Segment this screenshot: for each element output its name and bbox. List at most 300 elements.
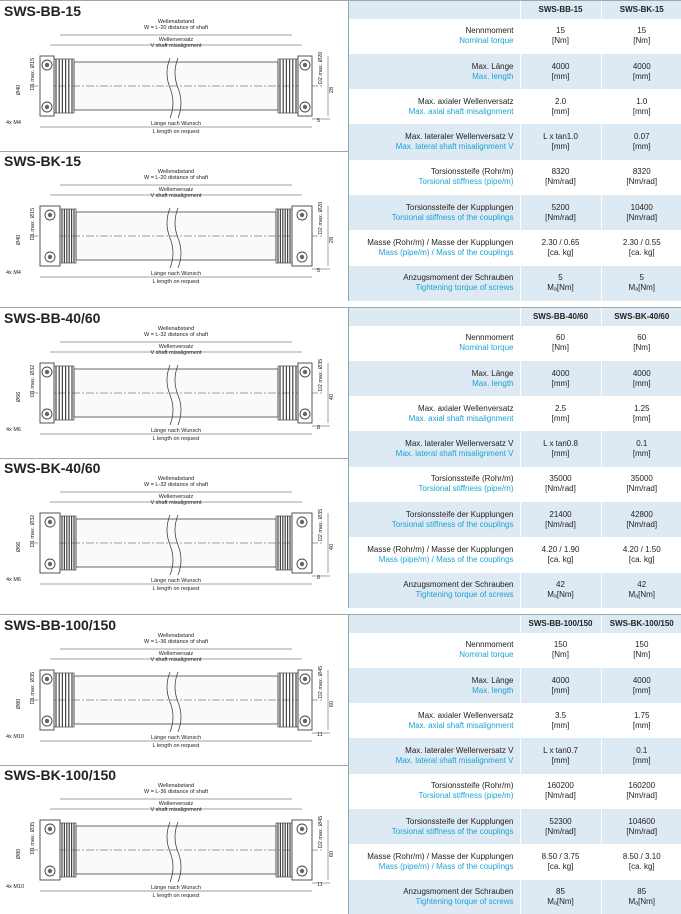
dim-label-misalignment-en: V shaft misalignment xyxy=(150,500,202,506)
dim-label-shaft-distance-en: W = L-20 distance of shaft xyxy=(143,25,209,31)
spec-row xyxy=(349,396,681,431)
dim-label-length-de: Länge nach Wunsch xyxy=(150,271,202,277)
spec-row xyxy=(349,19,681,54)
dim-label-screws: 4x M10 xyxy=(6,734,25,740)
screw-head-right-top xyxy=(303,370,307,374)
spec-value: 42800 xyxy=(630,509,653,519)
spec-label-de: Torsionssteife der Kupplungen xyxy=(405,816,514,826)
dim-label-misalignment-en: V shaft misalignment xyxy=(150,193,202,199)
dim-label-bore-d1: D1 max. Ø35 xyxy=(30,821,36,855)
spec-value: 5 xyxy=(558,273,563,283)
spec-label-en: Nominal torque xyxy=(459,343,514,353)
spec-table-panel xyxy=(348,308,681,608)
dim-label-shaft-distance-de: Wellenabstand xyxy=(157,169,195,175)
spec-value-cell xyxy=(520,774,601,809)
spec-value: 35000 xyxy=(549,474,572,484)
spec-unit: [mm] xyxy=(632,71,651,81)
spec-value: 150 xyxy=(635,640,649,650)
dim-label-bore-d2: D2 max. Ø45 xyxy=(318,665,324,699)
dim-label-misalignment-de: Wellenversatz xyxy=(158,651,194,657)
dim-label-shaft-distance-de: Wellenabstand xyxy=(157,783,195,789)
spec-label-en: Tightening torque of screws xyxy=(415,897,514,907)
screw-head-right-top xyxy=(303,677,307,681)
spec-label-en: Mass (pipe/m) / Mass of the couplings xyxy=(378,554,514,564)
dim-label-edge: 11 xyxy=(317,732,323,738)
spec-label-en: Mass (pipe/m) / Mass of the couplings xyxy=(378,861,514,871)
spec-value: 0.1 xyxy=(636,439,648,449)
dim-label-length-en: L length on request xyxy=(152,279,200,285)
spec-value: 104600 xyxy=(628,816,656,826)
spec-label xyxy=(349,573,520,608)
spec-unit: [mm] xyxy=(551,413,570,423)
spec-value-cell xyxy=(601,774,681,809)
spec-label-de: Max. Länge xyxy=(471,61,514,71)
spec-value-cell xyxy=(601,230,681,265)
spec-label xyxy=(349,537,520,572)
spec-value-cell xyxy=(601,396,681,431)
spec-label-de: Masse (Rohr/m) / Masse der Kupplungen xyxy=(367,237,514,247)
spec-value: 35000 xyxy=(630,474,653,484)
spec-label-en: Torsional stiffness (pipe/m) xyxy=(418,484,514,494)
drawings-column xyxy=(0,615,348,914)
dim-label-bore-d2: D2 max. Ø35 xyxy=(318,508,324,542)
spec-row xyxy=(349,266,681,301)
drawing-panel xyxy=(0,308,348,458)
dim-label-shaft-distance-de: Wellenabstand xyxy=(157,326,195,332)
spec-label-de: Torsionssteife (Rohr/m) xyxy=(430,781,514,791)
spec-row xyxy=(349,844,681,879)
dim-label-bore-d1: D1 max. Ø32 xyxy=(30,514,36,548)
spec-label xyxy=(349,880,520,914)
spec-value: 4000 xyxy=(632,61,651,71)
spec-unit: [Nm/rad] xyxy=(626,826,658,836)
spec-label-de: Nennmoment xyxy=(465,333,514,343)
screw-head-left-bottom xyxy=(48,562,52,566)
spec-label xyxy=(349,774,520,809)
spec-label-de: Max. lateraler Wellenversatz V xyxy=(405,746,514,756)
dim-label-length-de: Länge nach Wunsch xyxy=(150,578,202,584)
screw-head-left-top xyxy=(45,63,49,67)
spec-value-cell xyxy=(601,844,681,879)
spec-value-cell xyxy=(520,668,601,703)
spec-value: 5200 xyxy=(551,202,570,212)
spec-label xyxy=(349,326,520,361)
screw-head-left-top xyxy=(48,827,52,831)
spec-row xyxy=(349,431,681,466)
spec-table-panel xyxy=(348,1,681,301)
spec-label-en: Max. length xyxy=(472,71,514,81)
spec-value-cell xyxy=(520,195,601,230)
dim-label-shaft-distance-de: Wellenabstand xyxy=(157,476,195,482)
screw-head-left-bottom xyxy=(48,869,52,873)
product-section xyxy=(0,614,681,914)
spec-unit: Mₐ[Nm] xyxy=(547,283,574,293)
spec-label xyxy=(349,431,520,466)
spec-unit: Mₐ[Nm] xyxy=(628,897,656,907)
screw-head-right-top xyxy=(300,520,304,524)
spec-row xyxy=(349,668,681,703)
spec-value: 2.0 xyxy=(554,96,567,106)
spec-row xyxy=(349,573,681,608)
spec-label-de: Torsionssteife (Rohr/m) xyxy=(430,474,514,484)
spec-value: 42 xyxy=(637,580,647,590)
spec-unit: [Nm/rad] xyxy=(545,519,576,529)
spec-unit: [mm] xyxy=(551,142,570,152)
model-title: SWS-BK-15 xyxy=(4,153,82,169)
spec-value-cell xyxy=(601,809,681,844)
spec-value-cell xyxy=(520,361,601,396)
spec-label-de: Torsionssteife der Kupplungen xyxy=(405,202,514,212)
spec-value: 2.30 / 0.65 xyxy=(541,237,580,247)
spec-column-header: SWS-BK-15 xyxy=(601,1,681,19)
spec-label-en: Max. length xyxy=(472,378,514,388)
spec-label-de: Torsionssteife der Kupplungen xyxy=(405,509,514,519)
spec-label xyxy=(349,844,520,879)
dim-label-misalignment-en: V shaft misalignment xyxy=(150,807,202,813)
spec-value-cell xyxy=(601,668,681,703)
technical-drawing xyxy=(0,458,348,608)
screw-head-left-top xyxy=(48,213,52,217)
spec-unit: Mₐ[Nm] xyxy=(628,283,656,293)
spec-value-cell xyxy=(520,124,601,159)
screw-head-left-top xyxy=(45,677,49,681)
spec-unit: [mm] xyxy=(632,142,651,152)
spec-value: 1.0 xyxy=(636,96,648,106)
spec-label xyxy=(349,633,520,668)
spec-row xyxy=(349,54,681,89)
dim-label-length-de: Länge nach Wunsch xyxy=(150,885,202,891)
screw-head-left-top xyxy=(45,370,49,374)
dim-label-misalignment-en: V shaft misalignment xyxy=(150,657,202,663)
spec-value: 85 xyxy=(556,887,565,897)
spec-unit: [mm] xyxy=(551,449,570,459)
model-title: SWS-BK-100/150 xyxy=(4,767,117,783)
spec-label xyxy=(349,703,520,738)
spec-column-header: SWS-BB-40/60 xyxy=(520,308,601,326)
spec-label-en: Max. axial shaft misalignment xyxy=(408,106,514,116)
technical-drawing xyxy=(0,615,348,765)
spec-unit: [Nm/rad] xyxy=(545,791,576,801)
dim-label-shaft-distance-en: W = L-36 distance of shaft xyxy=(143,639,209,645)
dim-label-screws: 4x M6 xyxy=(6,577,21,583)
spec-unit: [Nm/rad] xyxy=(626,519,658,529)
drawing-panel xyxy=(0,615,348,765)
screw-head-right-top xyxy=(300,827,304,831)
spec-unit: [Nm/rad] xyxy=(626,791,658,801)
spec-unit: Mₐ[Nm] xyxy=(547,897,574,907)
spec-unit: [mm] xyxy=(632,449,651,459)
spec-value-cell xyxy=(601,467,681,502)
product-section xyxy=(0,0,681,300)
spec-row xyxy=(349,89,681,124)
spec-value-cell xyxy=(520,703,601,738)
spec-label-de: Anzugsmoment der Schrauben xyxy=(403,887,514,897)
spec-value: 0.07 xyxy=(633,132,650,142)
spec-row xyxy=(349,633,681,668)
spec-label xyxy=(349,19,520,54)
spec-label-de: Masse (Rohr/m) / Masse der Kupplungen xyxy=(367,544,514,554)
dim-label-length-en: L length on request xyxy=(152,893,200,899)
spec-value: 3.5 xyxy=(554,710,567,720)
dim-label-length-en: L length on request xyxy=(152,586,200,592)
dim-label-height: 40 xyxy=(329,393,335,401)
spec-header-blank xyxy=(349,308,520,326)
spec-row xyxy=(349,880,681,914)
dim-label-length-en: L length on request xyxy=(152,436,200,442)
spec-label-en: Mass (pipe/m) / Mass of the couplings xyxy=(378,247,514,257)
dim-label-misalignment-de: Wellenversatz xyxy=(158,187,194,193)
dim-label-bore-d1: D1 max. Ø15 xyxy=(30,57,36,91)
technical-drawing xyxy=(0,1,348,151)
dim-label-outer-diameter: Ø80 xyxy=(16,848,22,860)
spec-unit: [Nm] xyxy=(633,36,651,46)
spec-value: 4000 xyxy=(551,675,570,685)
spec-unit: [ca. kg] xyxy=(547,247,574,257)
spec-row xyxy=(349,230,681,265)
dim-label-length-de: Länge nach Wunsch xyxy=(150,121,202,127)
spec-value-cell xyxy=(520,396,601,431)
spec-table xyxy=(349,1,681,301)
dim-label-screws: 4x M4 xyxy=(6,270,21,276)
spec-value-cell xyxy=(520,809,601,844)
spec-unit: [ca. kg] xyxy=(547,554,574,564)
screw-head-right-bottom xyxy=(303,412,307,416)
spec-label-en: Max. lateral shaft misalignment V xyxy=(395,756,514,766)
dim-label-length-en: L length on request xyxy=(152,743,200,749)
spec-value-cell xyxy=(601,880,681,914)
spec-value-cell xyxy=(520,160,601,195)
dim-label-shaft-distance-en: W = L-20 distance of shaft xyxy=(143,175,209,181)
spec-value: 4.20 / 1.50 xyxy=(622,544,661,554)
spec-label-de: Torsionssteife (Rohr/m) xyxy=(430,167,514,177)
dim-label-bore-d1: D1 max. Ø35 xyxy=(30,671,36,705)
dim-label-misalignment-de: Wellenversatz xyxy=(158,37,194,43)
dim-label-height: 28 xyxy=(329,236,335,244)
spec-column-header: SWS-BK-40/60 xyxy=(601,308,681,326)
spec-label xyxy=(349,54,520,89)
spec-value-cell xyxy=(520,537,601,572)
dim-label-bore-d2: D2 max. Ø35 xyxy=(318,358,324,392)
spec-label-de: Max. Länge xyxy=(471,675,514,685)
spec-value-cell xyxy=(520,738,601,773)
spec-value-cell xyxy=(520,502,601,537)
dim-label-shaft-distance-en: W = L-36 distance of shaft xyxy=(143,789,209,795)
spec-label xyxy=(349,467,520,502)
dim-label-screws: 4x M4 xyxy=(6,120,21,126)
dim-label-outer-diameter: Ø66 xyxy=(16,541,22,553)
spec-value: 1.25 xyxy=(633,403,650,413)
screw-head-left-bottom xyxy=(48,255,52,259)
dim-label-edge: 5 xyxy=(317,268,321,274)
spec-value: 2.30 / 0.55 xyxy=(622,237,661,247)
spec-unit: [mm] xyxy=(632,720,651,730)
dim-label-height: 40 xyxy=(329,543,335,551)
model-title: SWS-BK-40/60 xyxy=(4,460,101,476)
screw-head-right-bottom xyxy=(300,255,304,259)
screw-head-left-bottom xyxy=(45,105,49,109)
spec-value: 60 xyxy=(556,333,565,343)
spec-row xyxy=(349,537,681,572)
spec-value: 52300 xyxy=(549,816,572,826)
spec-header-row xyxy=(349,308,681,326)
screw-head-right-bottom xyxy=(300,562,304,566)
spec-unit: [mm] xyxy=(632,756,651,766)
spec-unit: [mm] xyxy=(632,378,651,388)
spec-row xyxy=(349,809,681,844)
spec-value: 8.50 / 3.75 xyxy=(541,851,580,861)
spec-row xyxy=(349,195,681,230)
spec-value-cell xyxy=(520,467,601,502)
spec-column-header: SWS-BB-100/150 xyxy=(520,615,601,633)
spec-unit: [Nm/rad] xyxy=(545,177,576,187)
model-title: SWS-BB-100/150 xyxy=(4,617,117,633)
spec-value: 4.20 / 1.90 xyxy=(541,544,580,554)
spec-value-cell xyxy=(520,431,601,466)
spec-unit: [mm] xyxy=(632,106,651,116)
dim-label-edge: 8 xyxy=(317,425,321,431)
spec-label-en: Max. axial shaft misalignment xyxy=(408,720,514,730)
spec-unit: [mm] xyxy=(632,685,651,695)
dim-label-shaft-distance-en: W = L-32 distance of shaft xyxy=(143,332,209,338)
spec-label-en: Tightening torque of screws xyxy=(415,590,514,600)
spec-unit: [mm] xyxy=(551,720,570,730)
spec-value: 1.75 xyxy=(633,710,650,720)
screw-head-right-bottom xyxy=(303,719,307,723)
dim-label-misalignment-en: V shaft misalignment xyxy=(150,43,202,49)
spec-label-en: Tightening torque of screws xyxy=(415,283,514,293)
spec-value-cell xyxy=(601,633,681,668)
spec-value-cell xyxy=(601,326,681,361)
spec-value-cell xyxy=(520,633,601,668)
spec-value-cell xyxy=(601,361,681,396)
spec-unit: [ca. kg] xyxy=(628,861,655,871)
spec-header-blank xyxy=(349,615,520,633)
model-title: SWS-BB-15 xyxy=(4,3,82,19)
spec-label xyxy=(349,195,520,230)
spec-unit: [Nm/rad] xyxy=(626,177,658,187)
spec-unit: [mm] xyxy=(551,378,570,388)
spec-value: 4000 xyxy=(551,61,570,71)
drawings-column xyxy=(0,308,348,608)
spec-value-cell xyxy=(520,89,601,124)
spec-unit: [mm] xyxy=(632,413,651,423)
spec-label-de: Max. lateraler Wellenversatz V xyxy=(405,439,514,449)
screw-head-right-top xyxy=(300,213,304,217)
spec-header-row xyxy=(349,615,681,633)
spec-unit: [Nm/rad] xyxy=(545,826,576,836)
spec-label-en: Nominal torque xyxy=(459,36,514,46)
dim-label-height: 60 xyxy=(329,700,335,708)
spec-value: 85 xyxy=(637,887,647,897)
spec-label xyxy=(349,160,520,195)
spec-unit: [ca. kg] xyxy=(628,554,655,564)
spec-label-de: Masse (Rohr/m) / Masse der Kupplungen xyxy=(367,851,514,861)
spec-label-de: Anzugsmoment der Schrauben xyxy=(403,273,514,283)
spec-value-cell xyxy=(601,431,681,466)
spec-value-cell xyxy=(601,195,681,230)
dim-label-outer-diameter: Ø80 xyxy=(16,698,22,710)
spec-value: 4000 xyxy=(551,368,570,378)
spec-label-de: Max. axialer Wellenversatz xyxy=(418,403,514,413)
dim-label-outer-diameter: Ø40 xyxy=(16,234,22,246)
spec-unit: [Nm/rad] xyxy=(545,212,576,222)
spec-label-en: Max. lateral shaft misalignment V xyxy=(395,449,514,459)
dim-label-length-de: Länge nach Wunsch xyxy=(150,735,202,741)
spec-value-cell xyxy=(601,537,681,572)
spec-value-cell xyxy=(601,266,681,301)
spec-unit: Mₐ[Nm] xyxy=(547,590,574,600)
spec-value: 8.50 / 3.10 xyxy=(622,851,661,861)
spec-value-cell xyxy=(520,54,601,89)
product-section xyxy=(0,307,681,607)
dim-label-bore-d1: D1 max. Ø15 xyxy=(30,207,36,241)
spec-label-en: Nominal torque xyxy=(459,650,514,660)
spec-value: 150 xyxy=(553,640,568,650)
spec-unit: [Nm] xyxy=(633,650,651,660)
spec-unit: [mm] xyxy=(551,685,570,695)
spec-value-cell xyxy=(601,738,681,773)
spec-value: L x tan1.0 xyxy=(543,132,578,142)
dim-label-misalignment-en: V shaft misalignment xyxy=(150,350,202,356)
spec-value: 15 xyxy=(556,26,565,36)
spec-value: 60 xyxy=(637,333,647,343)
spec-column-header: SWS-BK-100/150 xyxy=(601,615,681,633)
spec-label-en: Torsional stiffness (pipe/m) xyxy=(418,791,514,801)
dim-label-shaft-distance-en: W = L-32 distance of shaft xyxy=(143,482,209,488)
spec-column-header: SWS-BB-15 xyxy=(520,1,601,19)
spec-unit: [Nm] xyxy=(552,343,569,353)
spec-unit: [ca. kg] xyxy=(628,247,655,257)
dim-label-edge: 8 xyxy=(317,575,321,581)
spec-value-cell xyxy=(601,160,681,195)
spec-row xyxy=(349,703,681,738)
dim-label-height: 28 xyxy=(329,86,335,94)
spec-value: 160200 xyxy=(547,781,574,791)
screw-head-right-top xyxy=(303,63,307,67)
dim-label-bore-d2: D2 max. Ø45 xyxy=(318,815,324,849)
spec-value-cell xyxy=(520,19,601,54)
spec-value: 4000 xyxy=(632,675,651,685)
spec-label-en: Torsional stiffness of the couplings xyxy=(391,212,514,222)
drawing-panel xyxy=(0,1,348,151)
spec-label-de: Nennmoment xyxy=(465,26,514,36)
dim-label-length-en: L length on request xyxy=(152,129,200,135)
spec-label-en: Torsional stiffness of the couplings xyxy=(391,826,514,836)
spec-label xyxy=(349,361,520,396)
spec-label xyxy=(349,266,520,301)
dim-label-misalignment-de: Wellenversatz xyxy=(158,801,194,807)
spec-label xyxy=(349,89,520,124)
spec-label-en: Torsional stiffness (pipe/m) xyxy=(418,177,514,187)
spec-row xyxy=(349,160,681,195)
spec-label-de: Max. Länge xyxy=(471,368,514,378)
drawing-panel xyxy=(0,458,348,608)
spec-value: 160200 xyxy=(628,781,656,791)
spec-row xyxy=(349,124,681,159)
dim-label-edge: 5 xyxy=(317,118,321,124)
spec-label xyxy=(349,668,520,703)
spec-row xyxy=(349,774,681,809)
spec-value-cell xyxy=(601,124,681,159)
spec-value: L x tan0.7 xyxy=(543,746,578,756)
spec-unit: [Nm] xyxy=(552,36,569,46)
screw-head-left-bottom xyxy=(45,412,49,416)
spec-row xyxy=(349,738,681,773)
spec-unit: Mₐ[Nm] xyxy=(628,590,656,600)
spec-unit: [ca. kg] xyxy=(547,861,574,871)
technical-drawing xyxy=(0,765,348,914)
spec-unit: [Nm/rad] xyxy=(626,212,658,222)
